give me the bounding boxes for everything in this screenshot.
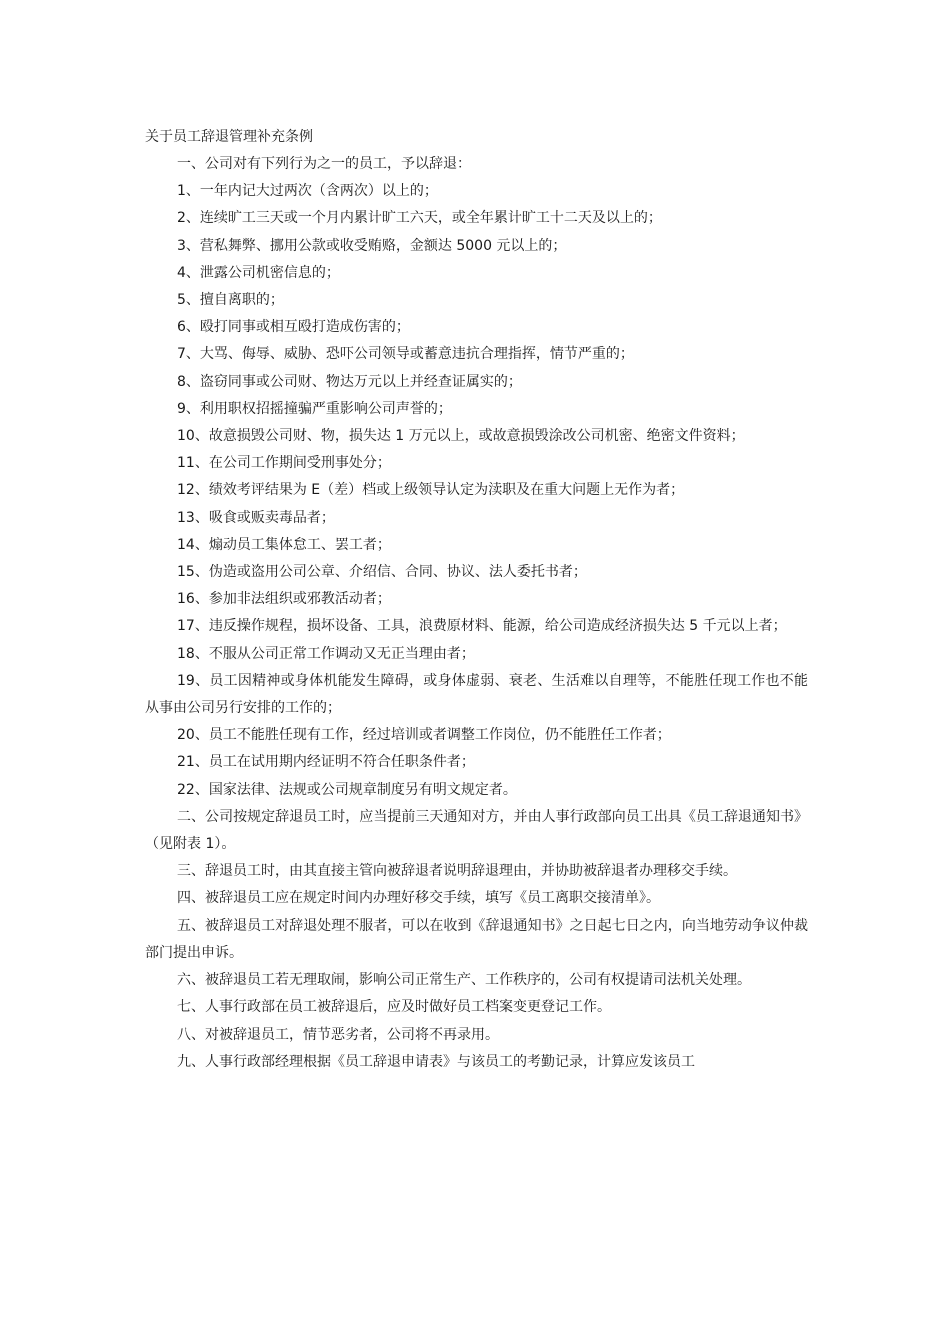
section-paragraph: 八、对被辞退员工，情节恶劣者，公司将不再录用。	[177, 1026, 499, 1043]
clause-item: 13、吸食或贩卖毒品者；	[177, 509, 335, 526]
section-paragraph: 四、被辞退员工应在规定时间内办理好移交手续，填写《员工离职交接清单》。	[177, 890, 660, 907]
section-paragraph: 九、人事行政部经理根据《员工辞退申请表》与该员工的考勤记录，计算应发该员工	[177, 1053, 695, 1070]
clause-item: 7、大骂、侮辱、威胁、恐吓公司领导或蓄意违抗合理指挥，情节严重的；	[177, 346, 634, 363]
document-page	[145, 124, 808, 1076]
section-paragraph: 五、被辞退员工对辞退处理不服者，可以在收到《辞退通知书》之日起七日之内，向当地劳动争议仲裁部门提出申诉。	[145, 917, 808, 961]
clause-item: 3、营私舞弊、挪用公款或收受贿赂，金额达 5000 元以上的；	[177, 237, 567, 254]
clause-item: 18、不服从公司正常工作调动又无正当理由者；	[177, 645, 475, 662]
section-paragraph: 三、辞退员工时，由其直接主管向被辞退者说明辞退理由，并协助被辞退者办理移交手续。	[177, 863, 737, 880]
clause-item: 9、利用职权招摇撞骗严重影响公司声誉的；	[177, 400, 452, 417]
section-paragraph: 二、公司按规定辞退员工时，应当提前三天通知对方，并由人事行政部向员工出具《员工辞退通知书》（见附表 1）。	[145, 808, 808, 853]
clause-item: 1、一年内记大过两次（含两次）以上的；	[177, 183, 438, 200]
clause-item: 4、泄露公司机密信息的；	[177, 264, 340, 281]
document-title: 关于员工辞退管理补充条例	[145, 129, 313, 145]
clause-item: 19、员工因精神或身体机能发生障碍，或身体虚弱、衰老、生活难以自理等，不能胜任现工作也不能从事由公司另行安排的工作的；	[145, 672, 808, 717]
clause-item: 6、殴打同事或相互殴打造成伤害的；	[177, 319, 410, 336]
clause-item: 21、员工在试用期内经证明不符合任职条件者；	[177, 754, 475, 771]
clause-item: 16、参加非法组织或邪教活动者；	[177, 591, 391, 608]
section-1-heading: 一、公司对有下列行为之一的员工，予以辞退：	[177, 156, 471, 172]
clause-item: 8、盗窃同事或公司财、物达万元以上并经查证属实的；	[177, 373, 522, 390]
clause-item: 2、连续旷工三天或一个月内累计旷工六天，或全年累计旷工十二天及以上的；	[177, 210, 662, 227]
clause-item: 11、在公司工作期间受刑事处分；	[177, 455, 391, 472]
section-paragraph: 七、人事行政部在员工被辞退后，应及时做好员工档案变更登记工作。	[177, 999, 611, 1016]
clause-item: 12、绩效考评结果为 E（差）档或上级领导认定为渎职及在重大问题上无作为者；	[177, 482, 685, 499]
clause-item: 14、煽动员工集体怠工、罢工者；	[177, 536, 391, 553]
clause-item: 10、故意损毁公司财、物，损失达 1 万元以上，或故意损毁涂改公司机密、绝密文件资料；	[177, 428, 745, 445]
section-paragraph: 六、被辞退员工若无理取闹，影响公司正常生产、工作秩序的，公司有权提请司法机关处理。	[177, 972, 751, 989]
clause-item: 22、国家法律、法规或公司规章制度另有明文规定者。	[177, 781, 517, 798]
clause-item: 15、伪造或盗用公司公章、介绍信、合同、协议、法人委托书者；	[177, 564, 587, 581]
clause-item: 20、员工不能胜任现有工作，经过培训或者调整工作岗位，仍不能胜任工作者；	[177, 727, 671, 744]
clause-item: 5、擅自离职的；	[177, 292, 284, 309]
clause-item: 17、违反操作规程，损坏设备、工具，浪费原材料、能源，给公司造成经济损失达 5 千元以上者；	[177, 618, 787, 635]
